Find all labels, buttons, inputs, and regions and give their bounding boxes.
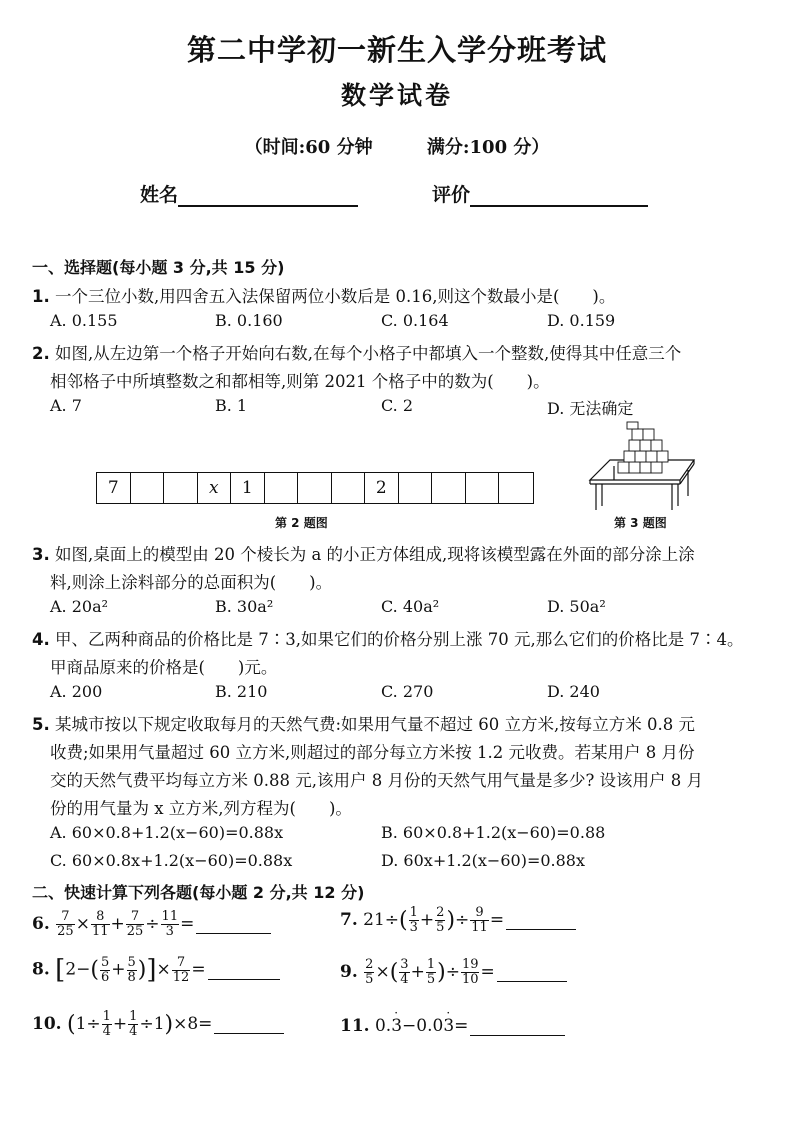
q2-option-a[interactable]: A. 7	[50, 396, 82, 415]
q1-number: 1.	[32, 287, 50, 306]
question-5-line4: 份的用气量为 x 立方米,列方程为( )。	[50, 799, 352, 818]
eval-field[interactable]	[432, 180, 648, 207]
q5-option-a[interactable]: A. 60×0.8+1.2(x−60)=0.88x	[50, 823, 284, 842]
q10-answer-blank[interactable]	[214, 1015, 284, 1034]
grid-cell: 1	[231, 473, 265, 503]
grid-cell	[466, 473, 500, 503]
question-9: 9. $\frac{2}{5}$ ×( $\frac{3}{4}$ + $\frac{1}{5}$ )÷ $\frac{19}{10}$ =	[340, 958, 567, 987]
q2-number: 2.	[32, 344, 50, 363]
q5-number: 5.	[32, 715, 50, 734]
q7-answer-blank[interactable]	[506, 911, 576, 930]
question-2-line1	[32, 340, 681, 364]
q3-text-1: 如图,桌面上的模型由 20 个棱长为 a 的小正方体组成,现将该模型露在外面的部分涂上涂	[55, 545, 695, 564]
q3-option-b[interactable]: B. 30a²	[215, 597, 274, 616]
question-1	[32, 283, 615, 307]
q3-option-d[interactable]: D. 50a²	[547, 597, 606, 616]
eval-label: 评价	[432, 184, 471, 206]
grid-cell	[265, 473, 299, 503]
grid-cell: 7	[97, 473, 131, 503]
q4-number: 4.	[32, 630, 50, 649]
figure-3-caption: 第 3 题图	[614, 516, 667, 530]
q1-option-c[interactable]: C. 0.164	[381, 311, 449, 330]
exam-subtitle: 数学试卷	[340, 81, 453, 110]
q4-option-d[interactable]: D. 240	[547, 682, 600, 701]
q6-number: 6.	[32, 914, 50, 934]
grid-cell	[131, 473, 165, 503]
time-limit: （时间:60 分钟	[244, 137, 373, 158]
grid-cell: x	[198, 473, 232, 503]
q10-number: 10.	[32, 1014, 62, 1034]
question-7: 7. 21÷( $\frac{1}{3}$ + $\frac{2}{5}$ )÷ $\frac{9}{11}$ =	[340, 906, 576, 935]
q2-option-c[interactable]: C. 2	[381, 396, 414, 415]
q3-number: 3.	[32, 545, 50, 564]
question-3-line2: 料,则涂上涂料部分的总面积为( )。	[50, 573, 333, 592]
question-4-line2: 甲商品原来的价格是( )元。	[50, 658, 278, 677]
question-8: 8. [2−( $\frac{5}{6}$ + $\frac{5}{8}$ )]× $\frac{7}{12}$ =	[32, 955, 280, 985]
q4-option-a[interactable]: A. 200	[50, 682, 103, 701]
q4-option-c[interactable]: C. 270	[381, 682, 434, 701]
full-score: 满分:100 分）	[426, 137, 550, 158]
q9-answer-blank[interactable]	[497, 963, 567, 982]
q5-text-1: 某城市按以下规定收取每月的天然气费:如果用气量不超过 60 立方米,按每立方米 0.8 元	[55, 715, 696, 734]
question-11: 11. 0.3 · −0.03 · =	[340, 1016, 565, 1036]
grid-cell	[298, 473, 332, 503]
q2-text-1: 如图,从左边第一个格子开始向右数,在每个小格子中都填入一个整数,使得其中任意三个	[55, 344, 682, 363]
q5-option-c[interactable]: C. 60×0.8x+1.2(x−60)=0.88x	[50, 851, 293, 870]
q1-option-b[interactable]: B. 0.160	[215, 311, 283, 330]
question-6: 6. $\frac{7}{25}$ × $\frac{8}{11}$ + $\frac{7}{25}$ ÷ $\frac{11}{3}$ =	[32, 910, 271, 939]
grid-cell	[164, 473, 198, 503]
grid-cell: 2	[365, 473, 399, 503]
q4-text-1: 甲、乙两种商品的价格比是 7∶3,如果它们的价格分别上涨 70 元,那么它们的价格比是 7∶4。	[55, 630, 744, 649]
q5-option-b[interactable]: B. 60×0.8+1.2(x−60)=0.88	[381, 823, 606, 842]
grid-cell	[399, 473, 433, 503]
q6-answer-blank[interactable]	[196, 915, 271, 934]
q1-option-a[interactable]: A. 0.155	[50, 311, 118, 330]
question-4-line1	[32, 626, 743, 650]
grid-cell	[432, 473, 466, 503]
section1-title: 一、选择题(每小题 3 分,共 15 分)	[32, 258, 285, 277]
q11-number: 11.	[340, 1016, 370, 1036]
q3-option-a[interactable]: A. 20a²	[50, 597, 109, 616]
q8-answer-blank[interactable]	[208, 961, 280, 980]
q3-option-c[interactable]: C. 40a²	[381, 597, 440, 616]
q2-option-d[interactable]: D. 无法确定	[547, 399, 634, 418]
q4-option-b[interactable]: B. 210	[215, 682, 268, 701]
q9-number: 9.	[340, 962, 358, 982]
eval-line	[470, 185, 648, 207]
question-5-line3: 交的天然气费平均每立方米 0.88 元,该用户 8 月份的天然气用气量是多少? 设该用户 8 月	[50, 771, 704, 790]
q8-number: 8.	[32, 959, 50, 980]
cube-table-figure	[582, 420, 704, 512]
exam-title: 第二中学初一新生入学分班考试	[186, 33, 607, 67]
question-2-line2: 相邻格子中所填整数之和都相等,则第 2021 个格子中的数为( )。	[50, 372, 550, 391]
grid-cell	[499, 473, 533, 503]
name-line	[178, 185, 358, 207]
question-10: 10. (1÷ $\frac{1}{4}$ + $\frac{1}{4}$ ÷1)×8=	[32, 1010, 284, 1039]
q1-option-d[interactable]: D. 0.159	[547, 311, 616, 330]
q5-option-d[interactable]: D. 60x+1.2(x−60)=0.88x	[381, 851, 585, 870]
q2-option-b[interactable]: B. 1	[215, 396, 248, 415]
section2-title: 二、快速计算下列各题(每小题 2 分,共 12 分)	[32, 883, 365, 902]
question-3-line1	[32, 541, 695, 565]
name-label: 姓名	[140, 184, 179, 206]
question-5-line1	[32, 711, 695, 735]
number-grid	[96, 472, 534, 504]
q11-answer-blank[interactable]	[470, 1017, 565, 1036]
q7-number: 7.	[340, 910, 358, 930]
grid-cell	[332, 473, 366, 503]
exam-info	[0, 133, 794, 159]
name-field[interactable]	[140, 180, 358, 207]
figure-2-caption: 第 2 题图	[275, 516, 328, 530]
question-5-line2: 收费;如果用气量超过 60 立方米,则超过的部分每立方米按 1.2 元收费。若某用户 8 月份	[50, 743, 695, 762]
q1-text: 一个三位小数,用四舍五入法保留两位小数后是 0.16,则这个数最小是( )。	[55, 287, 616, 306]
